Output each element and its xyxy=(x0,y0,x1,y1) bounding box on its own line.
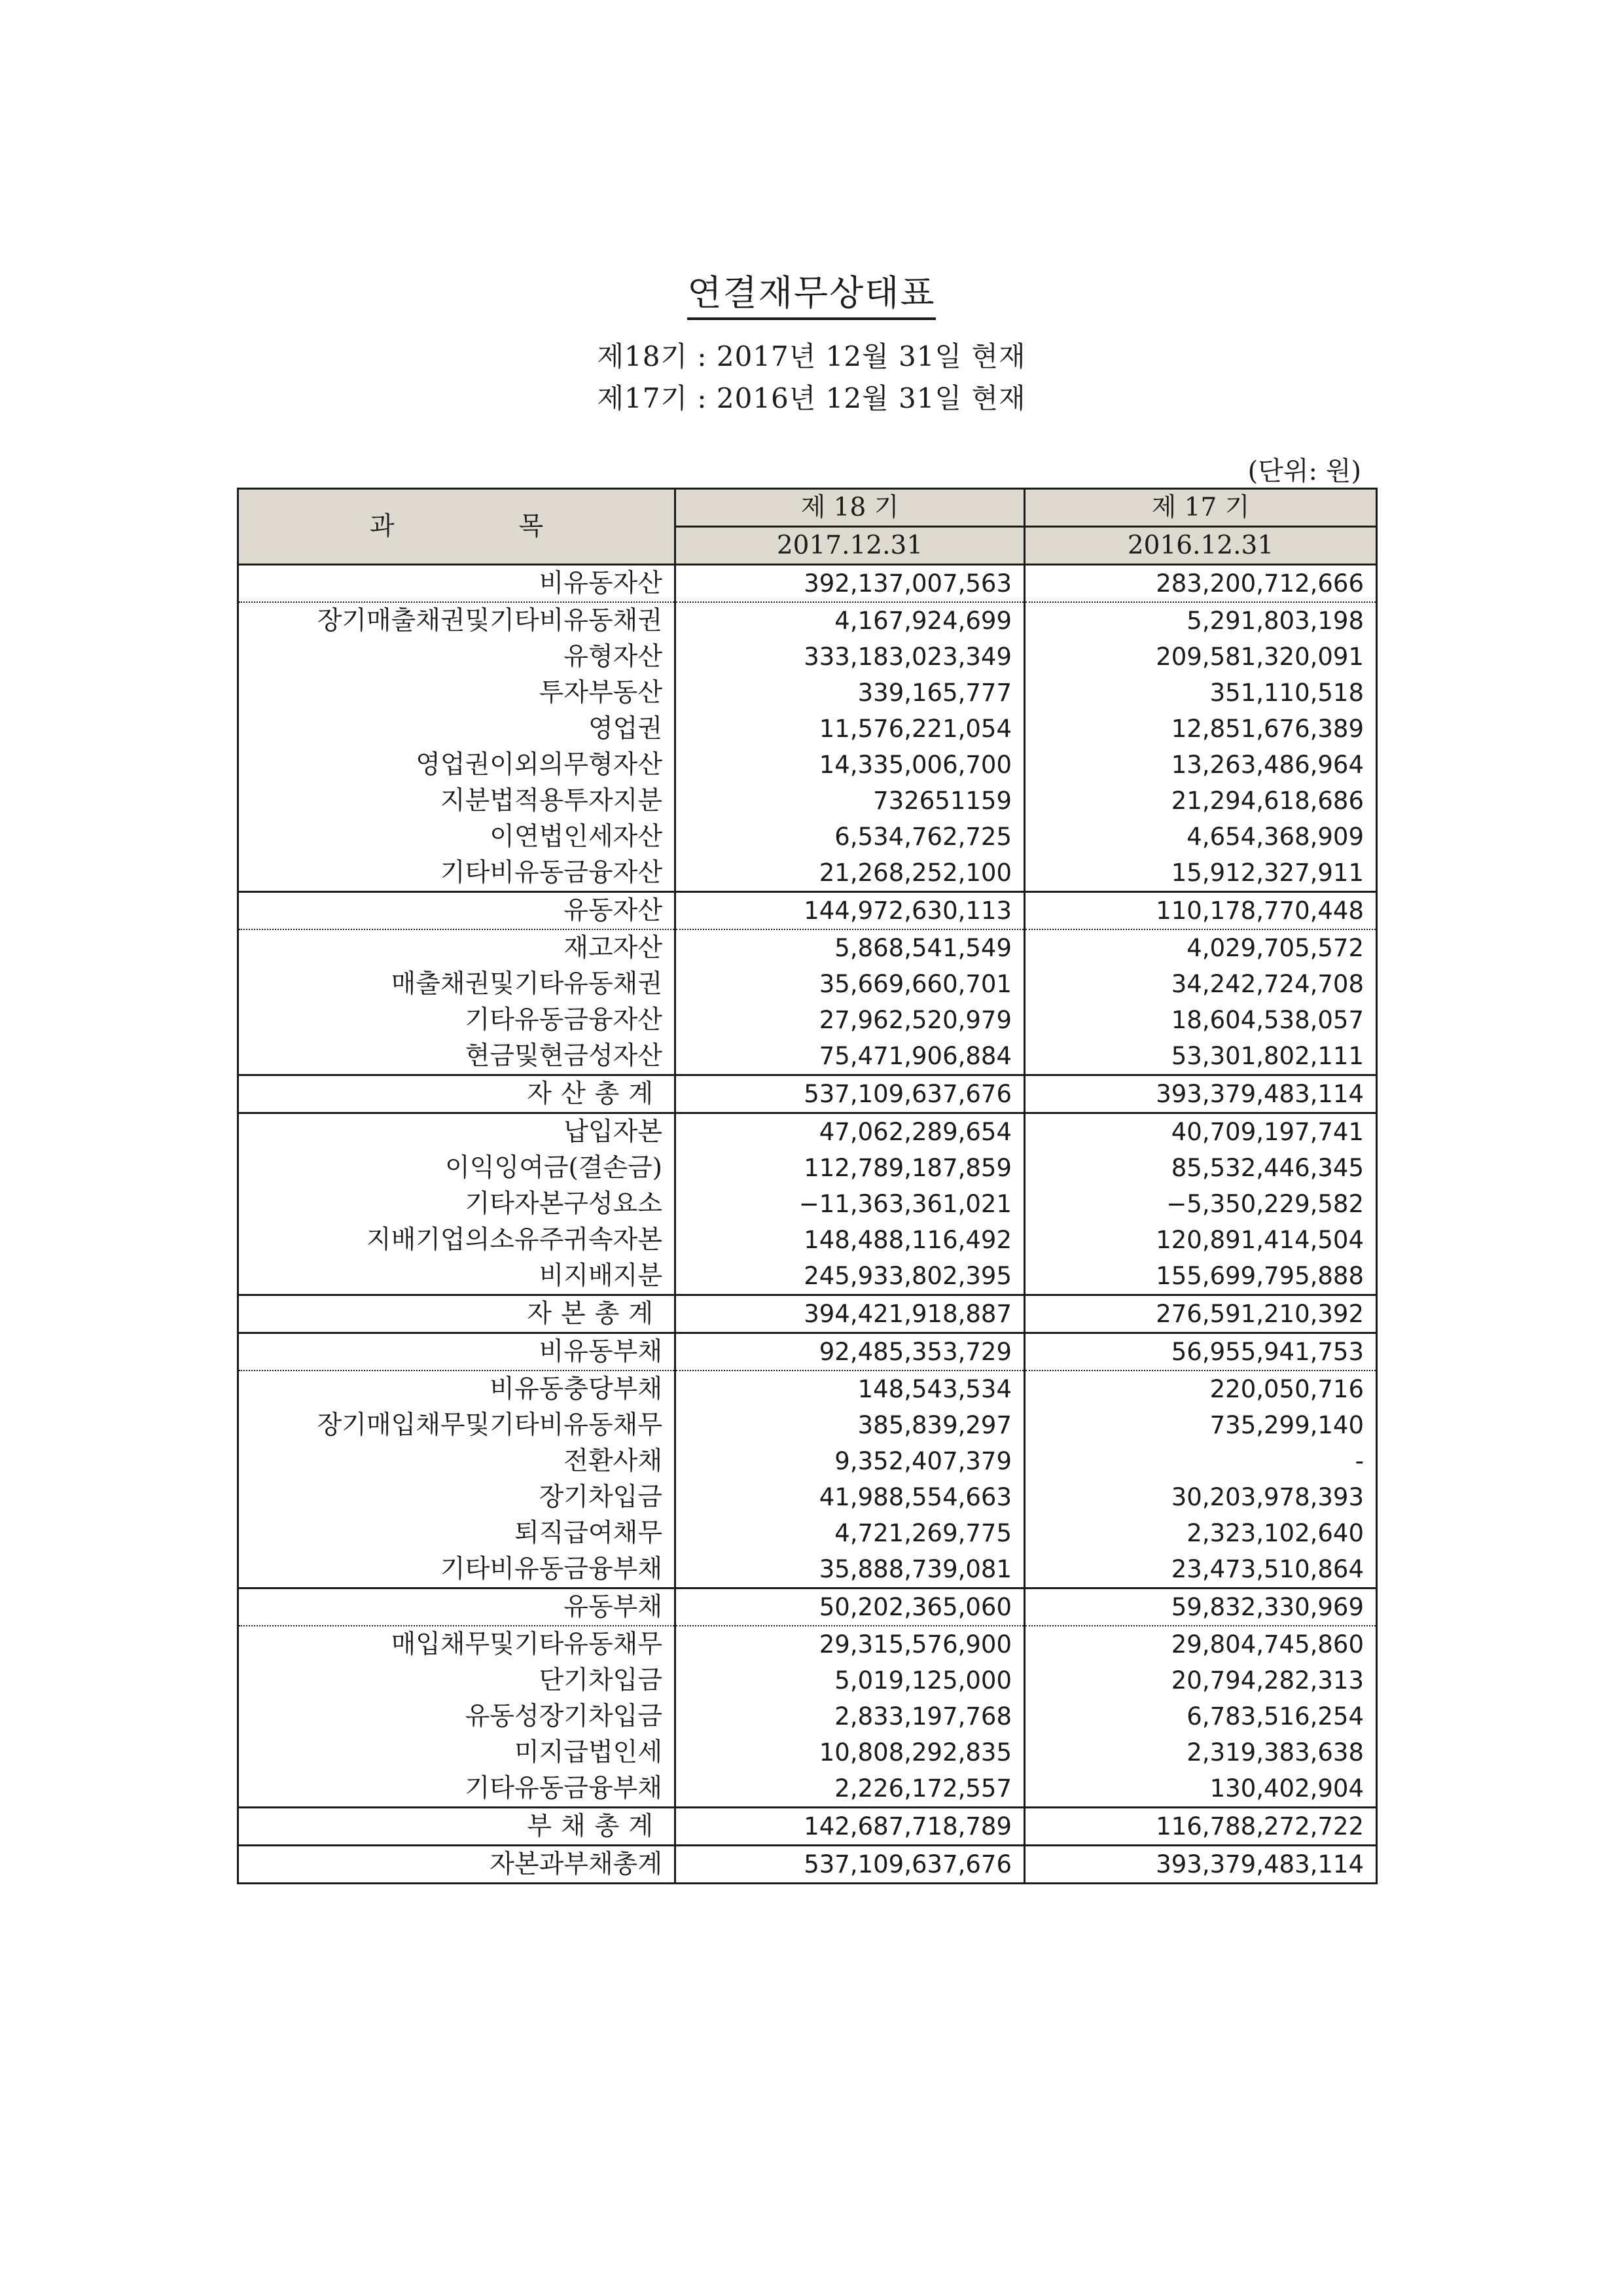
value-2017: 142,687,718,789 xyxy=(675,1808,1025,1846)
account-label: 자본총계 xyxy=(238,1295,675,1333)
value-2016: - xyxy=(1025,1443,1377,1479)
value-2016: 53,301,802,111 xyxy=(1025,1038,1377,1075)
account-label: 현금및현금성자산 xyxy=(238,1038,675,1075)
account-label: 장기매출채권및기타비유동채권 xyxy=(238,602,675,639)
value-2016: 209,581,320,091 xyxy=(1025,639,1377,675)
account-label: 납입자본 xyxy=(238,1113,675,1151)
table-row xyxy=(238,1588,1377,1626)
value-2017: 144,972,630,113 xyxy=(675,892,1025,930)
value-2017: 2,226,172,557 xyxy=(675,1770,1025,1808)
table-row xyxy=(238,1698,1377,1734)
value-2017: 148,488,116,492 xyxy=(675,1222,1025,1258)
value-2017: 27,962,520,979 xyxy=(675,1002,1025,1038)
value-2017: 112,789,187,859 xyxy=(675,1150,1025,1186)
value-2016: 5,291,803,198 xyxy=(1025,602,1377,639)
table-row xyxy=(238,1371,1377,1407)
statement-title: 연결재무상태표 xyxy=(0,265,1623,315)
value-2017: 47,062,289,654 xyxy=(675,1113,1025,1151)
value-2017: 732651159 xyxy=(675,783,1025,819)
account-label: 비유동충당부채 xyxy=(238,1371,675,1407)
table-row xyxy=(238,1333,1377,1371)
account-label: 자본과부채총계 xyxy=(238,1846,675,1884)
table-row xyxy=(238,819,1377,855)
col-current-period: 제 18 기 xyxy=(675,489,1025,527)
account-label: 전환사채 xyxy=(238,1443,675,1479)
table-row xyxy=(238,1407,1377,1443)
value-2016: 12,851,676,389 xyxy=(1025,711,1377,747)
account-label: 유형자산 xyxy=(238,639,675,675)
value-2017: 339,165,777 xyxy=(675,675,1025,711)
value-2016: 110,178,770,448 xyxy=(1025,892,1377,930)
value-2016: 56,955,941,753 xyxy=(1025,1333,1377,1371)
value-2016: 735,299,140 xyxy=(1025,1407,1377,1443)
account-label: 투자부동산 xyxy=(238,675,675,711)
account-label: 자산총계 xyxy=(238,1075,675,1113)
table-row xyxy=(238,1808,1377,1846)
value-2017: 14,335,006,700 xyxy=(675,747,1025,783)
value-2016: 85,532,446,345 xyxy=(1025,1150,1377,1186)
period-prior: 제17기 : 2016년 12월 31일 현재 xyxy=(597,382,1026,414)
period-current: 제18기 : 2017년 12월 31일 현재 xyxy=(597,340,1026,372)
account-label: 단기차입금 xyxy=(238,1662,675,1698)
value-2016: 2,323,102,640 xyxy=(1025,1515,1377,1551)
account-label: 미지급법인세 xyxy=(238,1734,675,1770)
account-label: 기타유동금융자산 xyxy=(238,1002,675,1038)
value-2017: 21,268,252,100 xyxy=(675,855,1025,892)
value-2016: 40,709,197,741 xyxy=(1025,1113,1377,1151)
table-row xyxy=(238,1846,1377,1884)
value-2016: 20,794,282,313 xyxy=(1025,1662,1377,1698)
account-label: 기타비유동금융자산 xyxy=(238,855,675,892)
value-2016: 130,402,904 xyxy=(1025,1770,1377,1808)
account-label: 장기차입금 xyxy=(238,1479,675,1515)
account-label: 기타유동금융부채 xyxy=(238,1770,675,1808)
table-row xyxy=(238,747,1377,783)
value-2017: 537,109,637,676 xyxy=(675,1075,1025,1113)
value-2016: 393,379,483,114 xyxy=(1025,1075,1377,1113)
table-row xyxy=(238,602,1377,639)
table-row xyxy=(238,675,1377,711)
account-label: 재고자산 xyxy=(238,929,675,966)
table-row xyxy=(238,1150,1377,1186)
value-2016: 116,788,272,722 xyxy=(1025,1808,1377,1846)
table-row xyxy=(238,1295,1377,1333)
value-2016: 155,699,795,888 xyxy=(1025,1258,1377,1295)
col-prior-period: 제 17 기 xyxy=(1025,489,1377,527)
account-label: 영업권이외의무형자산 xyxy=(238,747,675,783)
value-2017: 5,019,125,000 xyxy=(675,1662,1025,1698)
table-row xyxy=(238,1443,1377,1479)
value-2017: 35,669,660,701 xyxy=(675,966,1025,1002)
value-2017: 10,808,292,835 xyxy=(675,1734,1025,1770)
value-2016: 34,242,724,708 xyxy=(1025,966,1377,1002)
table-row xyxy=(238,565,1377,603)
value-2017: 4,167,924,699 xyxy=(675,602,1025,639)
value-2017: 41,988,554,663 xyxy=(675,1479,1025,1515)
table-row xyxy=(238,1626,1377,1662)
table-row xyxy=(238,966,1377,1002)
balance-sheet-table xyxy=(237,488,1378,1884)
value-2016: −5,350,229,582 xyxy=(1025,1186,1377,1222)
account-label: 퇴직급여채무 xyxy=(238,1515,675,1551)
value-2017: 50,202,365,060 xyxy=(675,1588,1025,1626)
table-row xyxy=(238,1002,1377,1038)
value-2017: −11,363,361,021 xyxy=(675,1186,1025,1222)
value-2017: 537,109,637,676 xyxy=(675,1846,1025,1884)
table-row xyxy=(238,1770,1377,1808)
value-2017: 29,315,576,900 xyxy=(675,1626,1025,1662)
table-row xyxy=(238,1662,1377,1698)
value-2016: 21,294,618,686 xyxy=(1025,783,1377,819)
account-label: 이익잉여금(결손금) xyxy=(238,1150,675,1186)
unit-note: (단위: 원) xyxy=(1247,456,1361,486)
col-current-date: 2017.12.31 xyxy=(675,527,1025,565)
table-row xyxy=(238,1258,1377,1295)
account-label: 지배기업의소유주귀속자본 xyxy=(238,1222,675,1258)
table-row xyxy=(238,1551,1377,1588)
value-2016: 283,200,712,666 xyxy=(1025,565,1377,603)
value-2017: 5,868,541,549 xyxy=(675,929,1025,966)
value-2016: 18,604,538,057 xyxy=(1025,1002,1377,1038)
account-label: 기타비유동금융부채 xyxy=(238,1551,675,1588)
value-2016: 351,110,518 xyxy=(1025,675,1377,711)
table-row xyxy=(238,711,1377,747)
account-label: 비유동부채 xyxy=(238,1333,675,1371)
account-label: 비지배지분 xyxy=(238,1258,675,1295)
table-row xyxy=(238,929,1377,966)
value-2016: 15,912,327,911 xyxy=(1025,855,1377,892)
value-2016: 30,203,978,393 xyxy=(1025,1479,1377,1515)
value-2016: 13,263,486,964 xyxy=(1025,747,1377,783)
value-2016: 120,891,414,504 xyxy=(1025,1222,1377,1258)
account-label: 유동부채 xyxy=(238,1588,675,1626)
table-row xyxy=(238,1734,1377,1770)
value-2016: 23,473,510,864 xyxy=(1025,1551,1377,1588)
account-label: 이연법인세자산 xyxy=(238,819,675,855)
account-label: 부채총계 xyxy=(238,1808,675,1846)
value-2017: 148,543,534 xyxy=(675,1371,1025,1407)
value-2016: 276,591,210,392 xyxy=(1025,1295,1377,1333)
value-2017: 11,576,221,054 xyxy=(675,711,1025,747)
table-row xyxy=(238,1113,1377,1151)
account-label: 장기매입채무및기타비유동채무 xyxy=(238,1407,675,1443)
table-row xyxy=(238,1186,1377,1222)
account-label: 비유동자산 xyxy=(238,565,675,603)
value-2017: 75,471,906,884 xyxy=(675,1038,1025,1075)
account-label: 영업권 xyxy=(238,711,675,747)
table-row xyxy=(238,1038,1377,1075)
table-row xyxy=(238,1479,1377,1515)
value-2017: 333,183,023,349 xyxy=(675,639,1025,675)
value-2016: 220,050,716 xyxy=(1025,1371,1377,1407)
value-2016: 393,379,483,114 xyxy=(1025,1846,1377,1884)
table-row xyxy=(238,892,1377,930)
table-row xyxy=(238,855,1377,892)
value-2017: 392,137,007,563 xyxy=(675,565,1025,603)
value-2016: 6,783,516,254 xyxy=(1025,1698,1377,1734)
account-label: 기타자본구성요소 xyxy=(238,1186,675,1222)
value-2017: 2,833,197,768 xyxy=(675,1698,1025,1734)
account-label: 지분법적용투자지분 xyxy=(238,783,675,819)
account-label: 매입채무및기타유동채무 xyxy=(238,1626,675,1662)
table-row xyxy=(238,1222,1377,1258)
value-2017: 4,721,269,775 xyxy=(675,1515,1025,1551)
table-row xyxy=(238,1075,1377,1113)
value-2017: 385,839,297 xyxy=(675,1407,1025,1443)
value-2016: 59,832,330,969 xyxy=(1025,1588,1377,1626)
value-2017: 394,421,918,887 xyxy=(675,1295,1025,1333)
value-2016: 2,319,383,638 xyxy=(1025,1734,1377,1770)
value-2016: 4,654,368,909 xyxy=(1025,819,1377,855)
account-header: 과 목 xyxy=(238,489,675,565)
value-2017: 6,534,762,725 xyxy=(675,819,1025,855)
account-label: 유동자산 xyxy=(238,892,675,930)
account-label: 매출채권및기타유동채권 xyxy=(238,966,675,1002)
col-prior-date: 2016.12.31 xyxy=(1025,527,1377,565)
table-row xyxy=(238,783,1377,819)
value-2016: 29,804,745,860 xyxy=(1025,1626,1377,1662)
value-2017: 92,485,353,729 xyxy=(675,1333,1025,1371)
value-2017: 35,888,739,081 xyxy=(675,1551,1025,1588)
account-label: 유동성장기차입금 xyxy=(238,1698,675,1734)
value-2017: 245,933,802,395 xyxy=(675,1258,1025,1295)
value-2017: 9,352,407,379 xyxy=(675,1443,1025,1479)
value-2016: 4,029,705,572 xyxy=(1025,929,1377,966)
table-row xyxy=(238,1515,1377,1551)
table-row xyxy=(238,639,1377,675)
